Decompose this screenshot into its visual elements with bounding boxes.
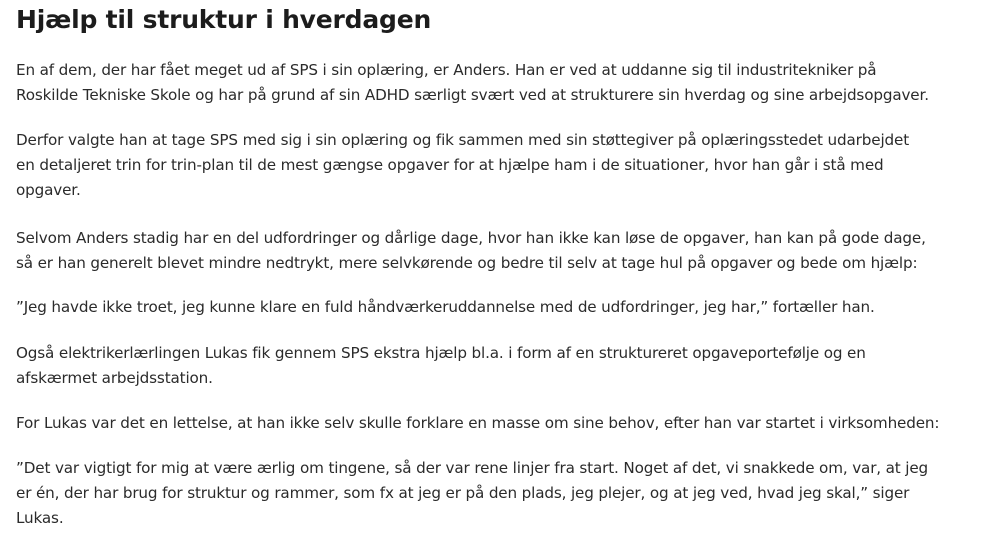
text-line: En af dem, der har fået meget ud af SPS i sin oplæring, er Anders. Han er ved at uddanne sig til industritekniker på: [16, 61, 877, 79]
text-line: så er han generelt blevet mindre nedtrykt, mere selvkørende og bedre til selv at tage hul på opgaver og bede om hjælp:: [16, 254, 918, 272]
quote-anders: [16, 295, 875, 320]
paragraph-lukas-intro: [16, 341, 866, 391]
text-line: en detaljeret trin for trin-plan til de mest gængse opgaver for at hjælpe ham i de situationer, hvor han går i stå med: [16, 156, 884, 174]
text-line: ”Det var vigtigt for mig at være ærlig om tingene, så der var rene linjer fra start. Noget af det, vi snakkede om, var, at jeg: [16, 459, 929, 477]
article-title: Hjælp til struktur i hverdagen: [16, 5, 432, 34]
paragraph-anders-progress: [16, 226, 926, 276]
paragraph-anders-intro: [16, 58, 929, 108]
text-line: Lukas.: [16, 509, 64, 527]
text-line: Selvom Anders stadig har en del udfordringer og dårlige dage, hvor han ikke kan løse de opgaver, han kan på gode dage,: [16, 229, 926, 247]
text-line: er én, der har brug for struktur og rammer, som fx at jeg er på den plads, jeg plejer, og at jeg ved, hvad jeg skal,” siger: [16, 484, 910, 502]
text-line: Også elektrikerlærlingen Lukas fik gennem SPS ekstra hjælp bl.a. i form af en struktureret opgaveportefølje og en: [16, 344, 866, 362]
text-line: For Lukas var det en lettelse, at han ikke selv skulle forklare en masse om sine behov, efter han var startet i virksomheden:: [16, 414, 940, 432]
text-line: opgaver.: [16, 181, 81, 199]
article: [16, 0, 996, 527]
text-line: Derfor valgte han at tage SPS med sig i sin oplæring og fik sammen med sin støttegiver på oplæringsstedet udarbejdet: [16, 131, 909, 149]
text-line: Roskilde Tekniske Skole og har på grund af sin ADHD særligt svært ved at strukturere sin hverdag og sine arbejdsopgaver.: [16, 86, 929, 104]
paragraph-anders-plan: [16, 128, 909, 203]
paragraph-lukas-relief: [16, 411, 939, 436]
quote-lukas: [16, 456, 928, 531]
text-line: ”Jeg havde ikke troet, jeg kunne klare en fuld håndværkeruddannelse med de udfordringer, jeg har,” fortæller han.: [16, 298, 875, 316]
text-line: afskærmet arbejdsstation.: [16, 369, 213, 387]
